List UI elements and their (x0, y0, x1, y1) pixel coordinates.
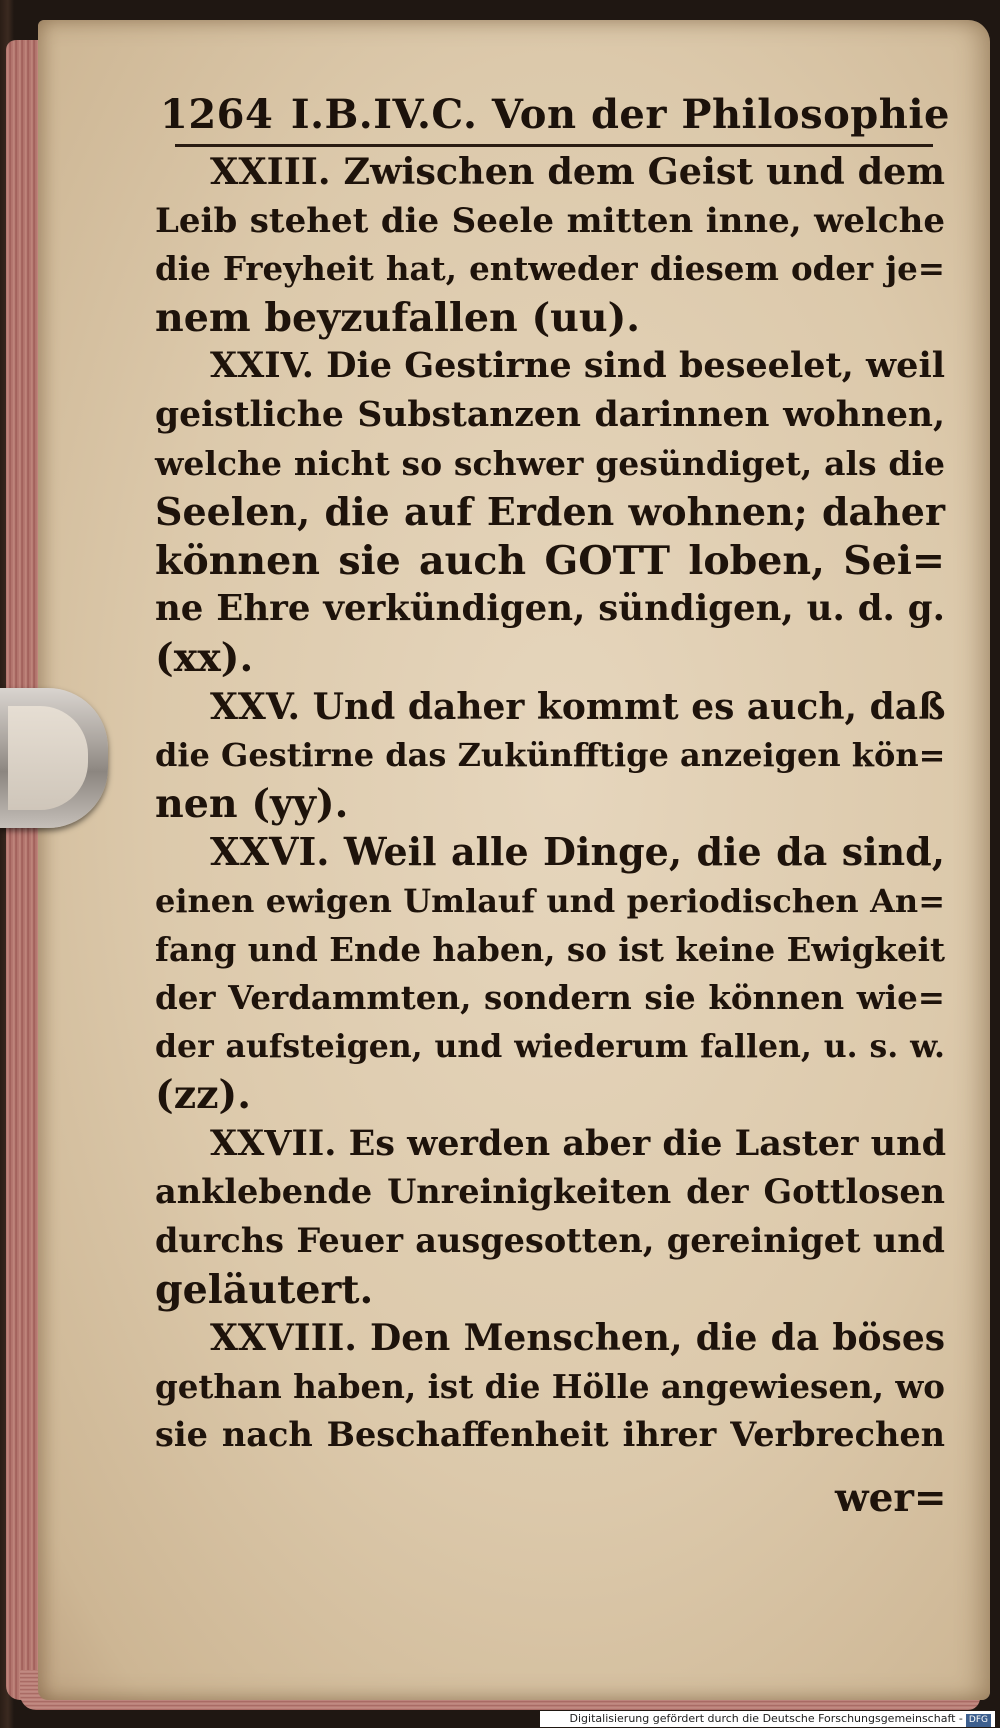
text-line: einen ewigen Umlauf und periodischen An= (155, 881, 945, 920)
page-clip (0, 688, 108, 828)
header-rule (175, 144, 933, 147)
text-line: (xx). (155, 634, 254, 681)
text-line: XXV. Und daher kommt es auch, daß (210, 685, 946, 728)
text-line: der Verdammten, sondern sie können wie= (155, 978, 945, 1018)
text-line: XXVII. Es werden aber die Laster und (210, 1122, 947, 1164)
text-line: Leib stehet die Seele mitten inne, welche (155, 200, 945, 241)
text-line: die Freyheit hat, entweder diesem oder je= (155, 249, 945, 289)
body-text (155, 148, 945, 1460)
text-line: sie nach Beschaffenheit ihrer Verbrechen (155, 1415, 945, 1455)
catchword: wer= (835, 1475, 947, 1521)
text-line: XXIV. Die Gestirne sind beseelet, weil (210, 345, 946, 387)
text-line: fang und Ende haben, so ist keine Ewigkeit (155, 929, 945, 969)
text-line: die Gestirne das Zukünfftige anzeigen kön= (155, 736, 946, 775)
running-header (160, 82, 950, 138)
text-line: nem beyzufallen (uu). (155, 294, 641, 341)
digitization-footer (540, 1711, 995, 1727)
text-line: XXVI. Weil alle Dinge, die da sind, (210, 829, 945, 875)
page-clip-inner (8, 706, 88, 810)
text-line: XXVIII. Den Menschen, die da böses (210, 1317, 945, 1360)
text-line: ne Ehre verkündigen, sündigen, u. d. g. (155, 588, 945, 630)
text-line: geistliche Substanzen darinnen wohnen, (155, 394, 945, 435)
text-line: (zz). (155, 1072, 251, 1119)
text-line: anklebende Unreinigkeiten der Gottlosen (155, 1172, 945, 1212)
running-title: I.B.IV.C. Von der Philosophie (290, 91, 950, 138)
text-line: gethan haben, ist die Hölle angewiesen, wo (155, 1366, 945, 1406)
text-line: welche nicht so schwer gesündiget, als die (155, 443, 945, 483)
text-line: der aufsteigen, und wiederum fallen, u. s. w. (155, 1027, 945, 1065)
text-line: XXIII. Zwischen dem Geist und dem (210, 150, 945, 193)
dfg-logo-badge: DFG (966, 1714, 991, 1727)
text-line: können sie auch GOTT loben, Sei= (155, 537, 945, 584)
text-line: durchs Feuer ausgesotten, gereiniget und (155, 1221, 945, 1261)
text-line: geläutert. (155, 1266, 374, 1313)
footer-text: Digitalisierung gefördert durch die Deutsche Forschungsgemeinschaft - (569, 1712, 963, 1725)
text-line: Seelen, die auf Erden wohnen; daher (155, 489, 945, 535)
text-line: nen (yy). (155, 780, 349, 827)
page-number: 1264 (160, 91, 274, 138)
